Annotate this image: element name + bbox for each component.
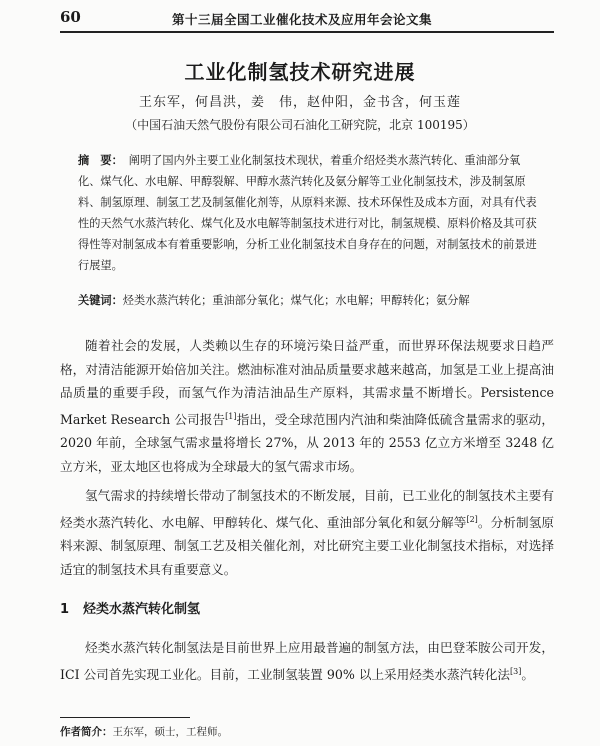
paragraph-text: 烃类水蒸汽转化制氢法是目前世界上应用最普遍的制氢方法，由巴登苯胺公司开发，ICI 公司首先实现工业化。目前，工业制氢装置 90% 以上采用烃类水蒸汽转化法 <box>60 640 554 682</box>
citation-ref: [1] <box>225 411 237 421</box>
running-title: 第十三届全国工业催化技术及应用年会论文集 <box>172 12 433 27</box>
footnote-text: 王东军，硕士，工程师。 <box>112 726 228 738</box>
body-paragraph-1 <box>60 334 554 478</box>
abstract-label: 摘 要： <box>78 153 123 167</box>
body-paragraph-3 <box>60 636 554 686</box>
affiliation: （中国石油天然气股份有限公司石油化工研究院，北京 100195） <box>125 118 475 132</box>
body-paragraph-2 <box>60 484 554 581</box>
paragraph-text: 。分析制氢原料来源、制氢原理、制氢工艺及相关催化剂，对比研究主要工业化制氢技术指标，对选择适宜的制氢技术具有重要意义。 <box>60 514 555 577</box>
section-heading-1 <box>60 598 200 617</box>
paragraph-text: 。 <box>521 666 534 682</box>
section-title: 烃类水蒸汽转化制氢 <box>83 602 201 617</box>
paragraph-text: 指出，受全球范围内汽油和柴油降低硫含量需求的驱动，2020 年前，全球氢气需求量将增长 27%，从 2013 年的 2553 亿立方米增至 3248 亿立方米，亚太地区也将成为全球最大的氢气需求市场。 <box>60 411 554 474</box>
citation-ref: [3] <box>510 666 522 676</box>
footnote-label: 作者简介： <box>60 726 113 738</box>
author-list: 王东军，何昌洪，姜 伟，赵仲阳，金书含，何玉莲 <box>138 95 461 110</box>
paragraph-text: 氢气需求的持续增长带动了制氢技术的不断发展，目前，已工业化的制氢技术主要有烃类水蒸汽转化、水电解、甲醇转化、煤气化、重油部分氧化和氨分解等 <box>60 488 554 530</box>
page-number: 60 <box>60 8 81 26</box>
article-title: 工业化制氢技术研究进展 <box>184 60 416 84</box>
paragraph-text: 随着社会的发展，人类赖以生存的环境污染日益严重，而世界环保法规要求日趋严格，对清洁能源开始倍加关注。燃油标准对油品质量要求越来越高，加氢是工业上提高油品质量的重要手段，而氢气作为清洁油品生产原料，其需求量不断增长。Persistence Market Research 公司报告 <box>60 338 554 427</box>
abstract-text: 阐明了国内外主要工业化制氢技术现状，着重介绍烃类水蒸汽转化、重油部分氧化、煤气化、水电解、甲醇裂解、甲醇水蒸汽转化及氨分解等工业化制氢技术，涉及制氢原料、制氢原理、制氢工艺及制氢催化剂等，从原料来源、技术环保性及成本方面，对具有代表性的天然气水蒸汽转化、煤气化及水电解等制氢技术进行对比，制氢规模、原料价格及其可获得性等对制氢成本有着重要影响，分析工业化制氢技术自身存在的问题，对制氢技术的前景进行展望。 <box>78 154 537 272</box>
keywords-label: 关键词： <box>78 293 123 307</box>
header-rule <box>60 31 554 33</box>
citation-ref: [2] <box>466 514 478 524</box>
section-number: 1 <box>60 602 70 617</box>
keywords <box>78 292 548 308</box>
keywords-text: 烃类水蒸汽转化；重油部分氧化；煤气化；水电解；甲醇转化；氨分解 <box>122 294 470 307</box>
abstract <box>78 150 540 276</box>
footnote-rule <box>60 717 190 718</box>
author-footnote <box>60 724 228 739</box>
